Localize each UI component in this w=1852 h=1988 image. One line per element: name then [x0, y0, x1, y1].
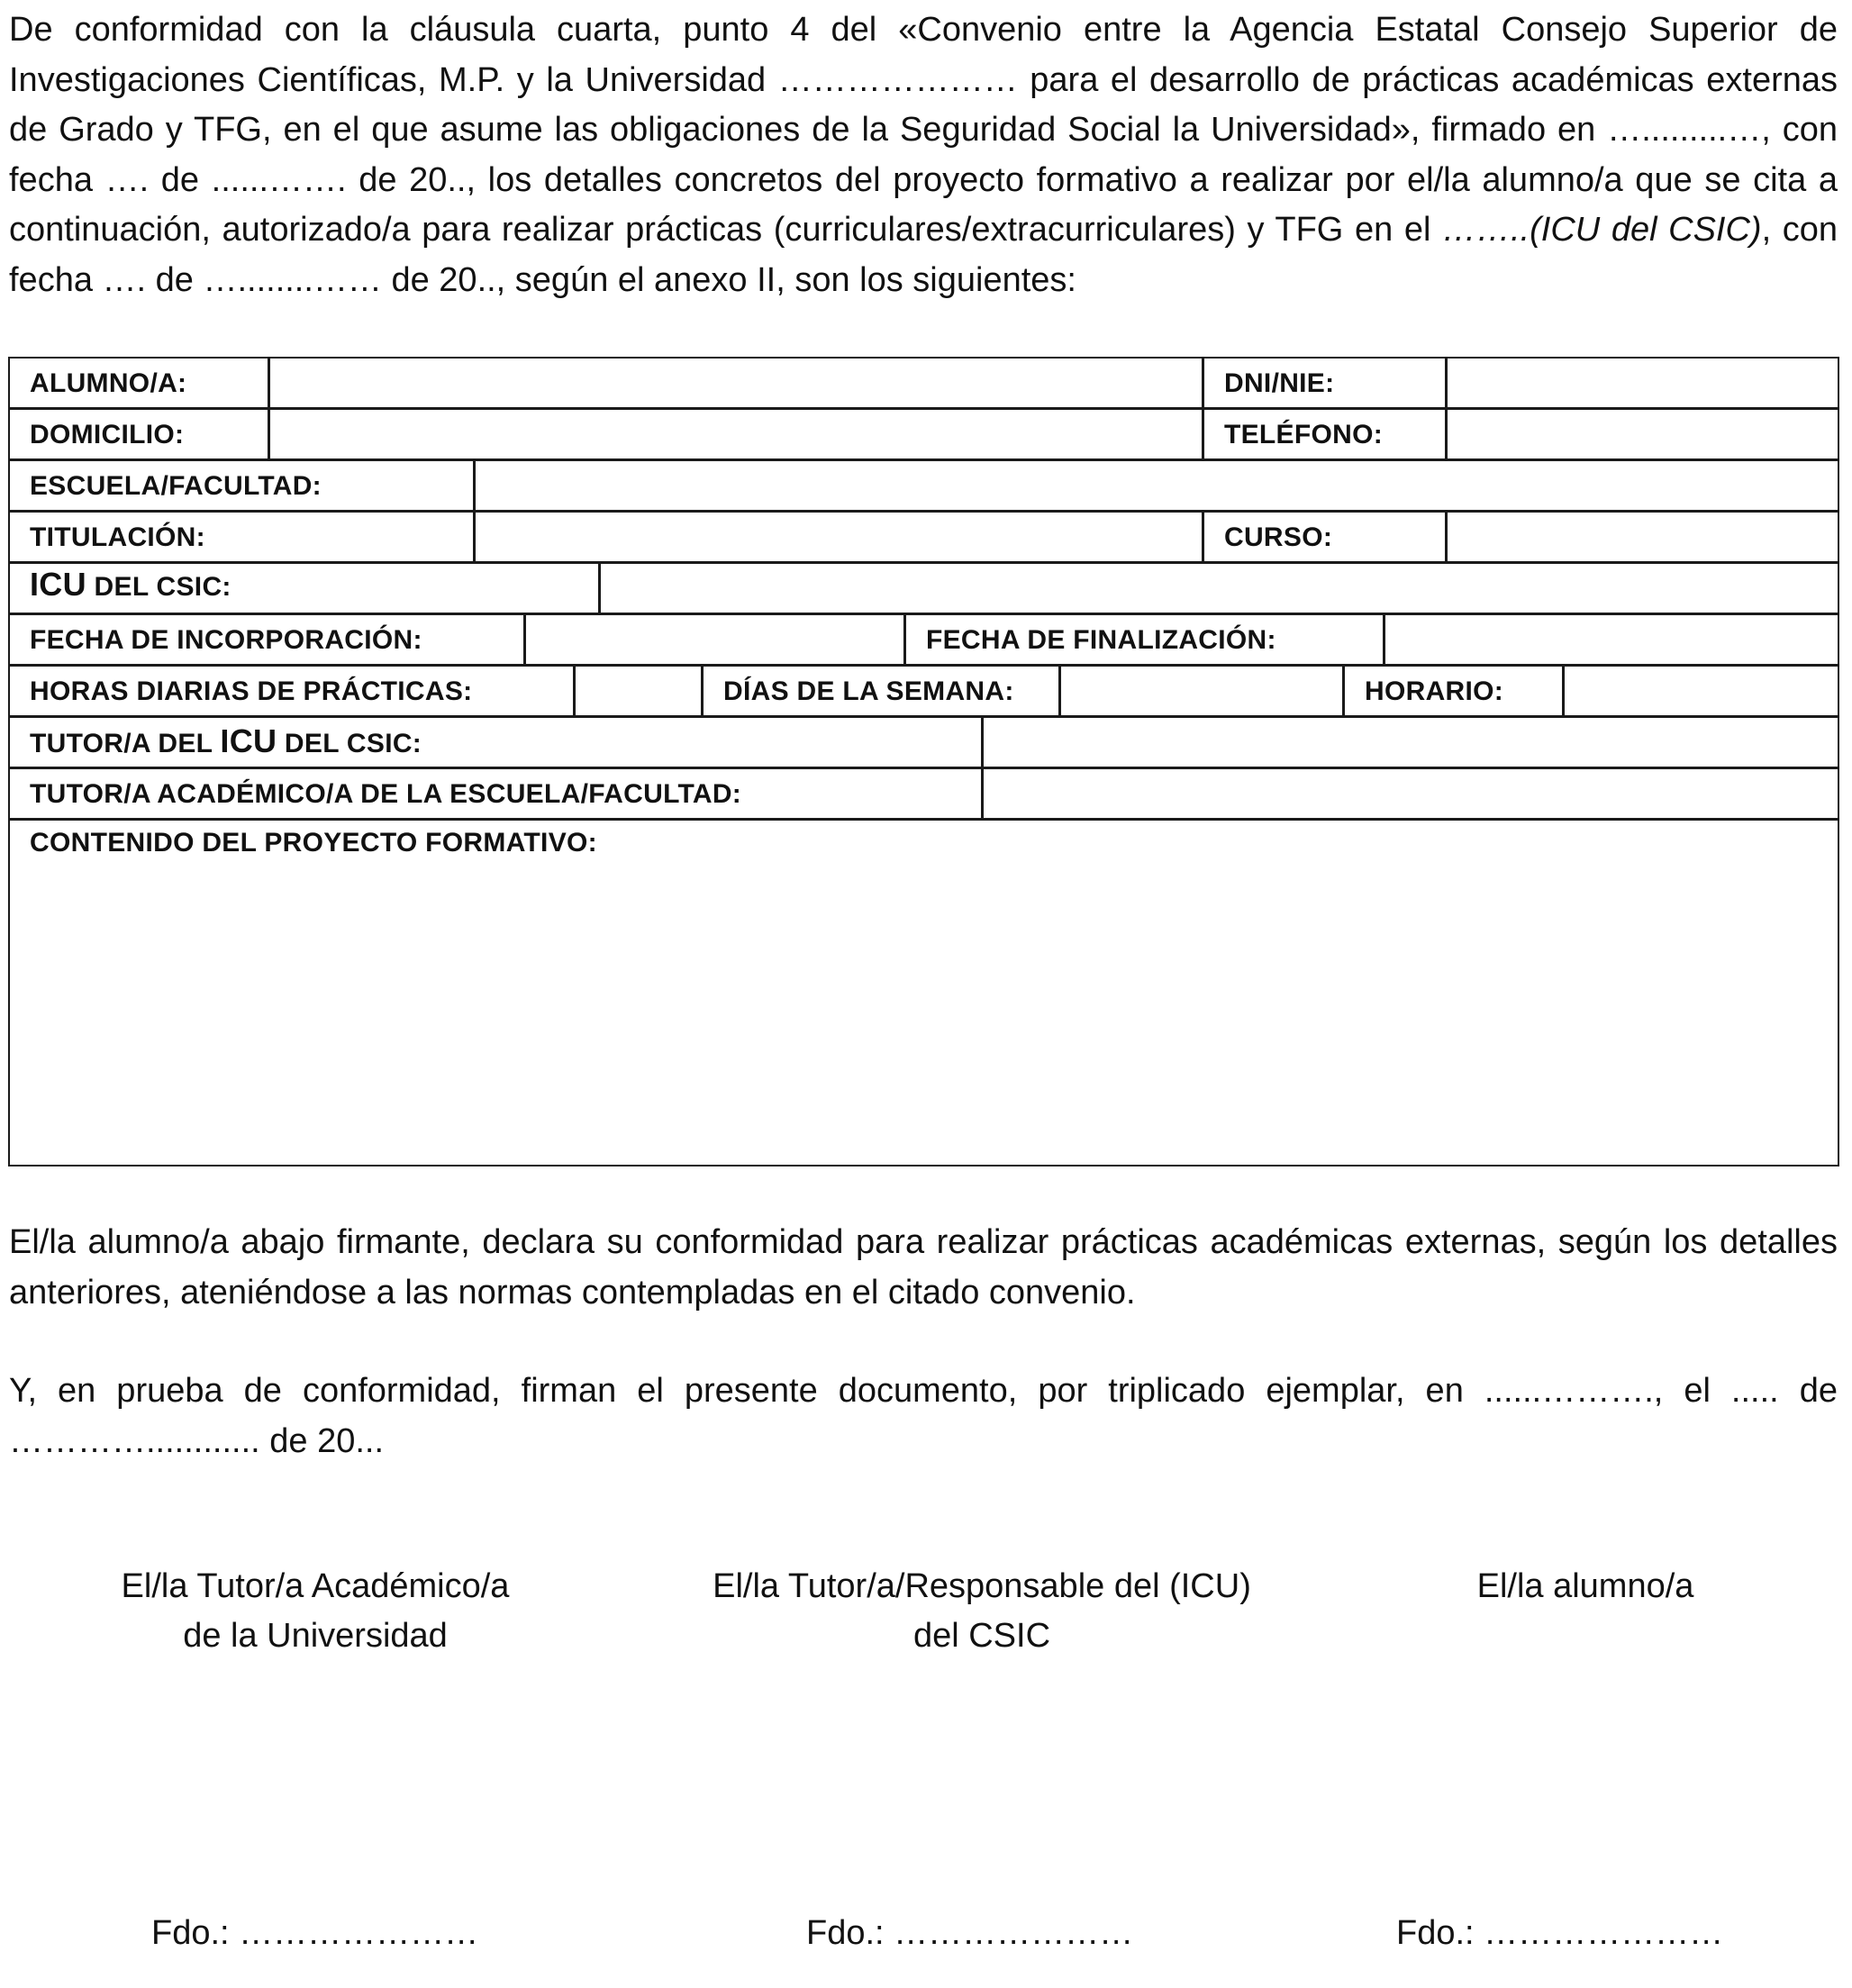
- field-fecha-incorporacion[interactable]: [524, 613, 905, 666]
- label-dias-semana-text: DÍAS DE LA SEMANA:: [723, 676, 1014, 706]
- field-dias-semana[interactable]: [1059, 665, 1344, 717]
- label-horario: [1343, 665, 1564, 717]
- label-contenido-proyecto: [8, 819, 1839, 1166]
- intro-paragraph: [9, 5, 1838, 305]
- label-icu-csic: [8, 562, 600, 614]
- field-domicilio[interactable]: [268, 408, 1203, 460]
- label-dias-semana: [702, 665, 1060, 717]
- field-curso[interactable]: [1446, 511, 1839, 563]
- label-telefono: [1203, 408, 1447, 460]
- label-escuela-facultad: [8, 459, 475, 512]
- signature-block-student: [1414, 1562, 1757, 1611]
- label-tutor-icu: [8, 716, 983, 768]
- label-fecha-incorporacion-text: FECHA DE INCORPORACIÓN:: [30, 625, 422, 655]
- intro-text-2: , con fecha …. de …........…… de 20.., según el anexo II, son los siguientes:: [9, 211, 1838, 299]
- field-tutor-icu[interactable]: [982, 716, 1839, 768]
- signature-title-line-1: El/la Tutor/a Académico/a: [121, 1567, 510, 1605]
- signature-line-icu-tutor[interactable]: Fdo.: …………………: [806, 1914, 1134, 1952]
- tutor-icu-suffix: DEL CSIC:: [277, 729, 422, 758]
- field-dni[interactable]: [1446, 357, 1839, 409]
- signature-block-academic-tutor: [81, 1562, 549, 1661]
- label-escuela-facultad-text: ESCUELA/FACULTAD:: [30, 471, 322, 501]
- field-escuela-facultad[interactable]: [474, 459, 1839, 512]
- field-fecha-finalizacion[interactable]: [1384, 613, 1839, 666]
- field-icu-csic[interactable]: [599, 562, 1839, 614]
- label-curso-text: CURSO:: [1224, 522, 1333, 552]
- tutor-icu-prefix: TUTOR/A DEL: [30, 729, 221, 758]
- signature-title-line-1: El/la Tutor/a/Responsable del (ICU): [713, 1567, 1251, 1605]
- form-grid: [9, 358, 1839, 1172]
- field-titulacion[interactable]: [474, 511, 1203, 563]
- icu-suffix: DEL CSIC:: [86, 572, 232, 602]
- signature-title-line-2: del CSIC: [912, 1617, 1051, 1655]
- icu-abbrev: ICU: [30, 566, 86, 603]
- icu-abbrev: ICU: [220, 722, 277, 759]
- label-domicilio: [8, 408, 269, 460]
- intro-italic-text: ……..(ICU del CSIC): [1442, 211, 1762, 249]
- signature-title-line-2: de la Universidad: [183, 1617, 448, 1655]
- label-telefono-text: TELÉFONO:: [1224, 420, 1384, 449]
- label-horas-diarias-text: HORAS DIARIAS DE PRÁCTICAS:: [30, 676, 473, 706]
- label-curso: [1203, 511, 1447, 563]
- field-horario[interactable]: [1563, 665, 1839, 717]
- field-alumno[interactable]: [268, 357, 1203, 409]
- label-icu-csic-text: [30, 566, 232, 603]
- label-fecha-finalizacion: [904, 613, 1384, 666]
- label-tutor-academico-text: TUTOR/A ACADÉMICO/A DE LA ESCUELA/FACULTAD:: [30, 779, 742, 809]
- intro-text-1: De conformidad con la cláusula cuarta, punto 4 del «Convenio entre la Agencia Estatal Consejo Superior de Investigaciones Científicas, M.P. y la Universidad ………………… para el desarrollo de prácticas académicas externas de Grado y TFG, en el que asume las obligaciones de la Seguridad Social la Universidad», firmado en ….........…, con fecha …. de ......……. de 20.., los detalles concretos del proyecto formativo a realizar por el/la alumno/a que se cita a continuación, autorizado/a para realizar prácticas (curriculares/extracurriculares) y TFG en el: [9, 11, 1838, 249]
- label-alumno: [8, 357, 269, 409]
- proof-paragraph: Y, en prueba de conformidad, firman el presente documento, por triplicado ejemplar, en ......………., el ..... de …………............ de 20...: [9, 1372, 1838, 1460]
- label-titulacion: [8, 511, 475, 563]
- label-alumno-text: ALUMNO/A:: [30, 368, 187, 398]
- label-dni: [1203, 357, 1447, 409]
- label-contenido-proyecto-text: CONTENIDO DEL PROYECTO FORMATIVO:: [30, 828, 597, 858]
- field-horas-diarias[interactable]: [574, 665, 703, 717]
- declaration-paragraph: El/la alumno/a abajo firmante, declara su conformidad para realizar prácticas académicas externas, según los detalles anteriores, ateniéndose a las normas contempladas en el citado convenio.: [9, 1223, 1838, 1312]
- signature-block-icu-tutor: [676, 1562, 1288, 1661]
- field-telefono[interactable]: [1446, 408, 1839, 460]
- label-tutor-academico: [8, 767, 983, 820]
- signature-title-line-1: El/la alumno/a: [1476, 1567, 1694, 1605]
- signature-line-student[interactable]: Fdo.: …………………: [1396, 1914, 1724, 1952]
- label-horas-diarias: [8, 665, 575, 717]
- signature-line-academic-tutor[interactable]: Fdo.: …………………: [151, 1914, 479, 1952]
- label-dni-text: DNI/NIE:: [1224, 368, 1335, 398]
- label-fecha-finalizacion-text: FECHA DE FINALIZACIÓN:: [926, 625, 1276, 655]
- label-horario-text: HORARIO:: [1365, 676, 1504, 706]
- label-tutor-icu-text: [30, 722, 422, 759]
- label-fecha-incorporacion: [8, 613, 525, 666]
- label-titulacion-text: TITULACIÓN:: [30, 522, 205, 552]
- field-tutor-academico[interactable]: [982, 767, 1839, 820]
- label-domicilio-text: DOMICILIO:: [30, 420, 185, 449]
